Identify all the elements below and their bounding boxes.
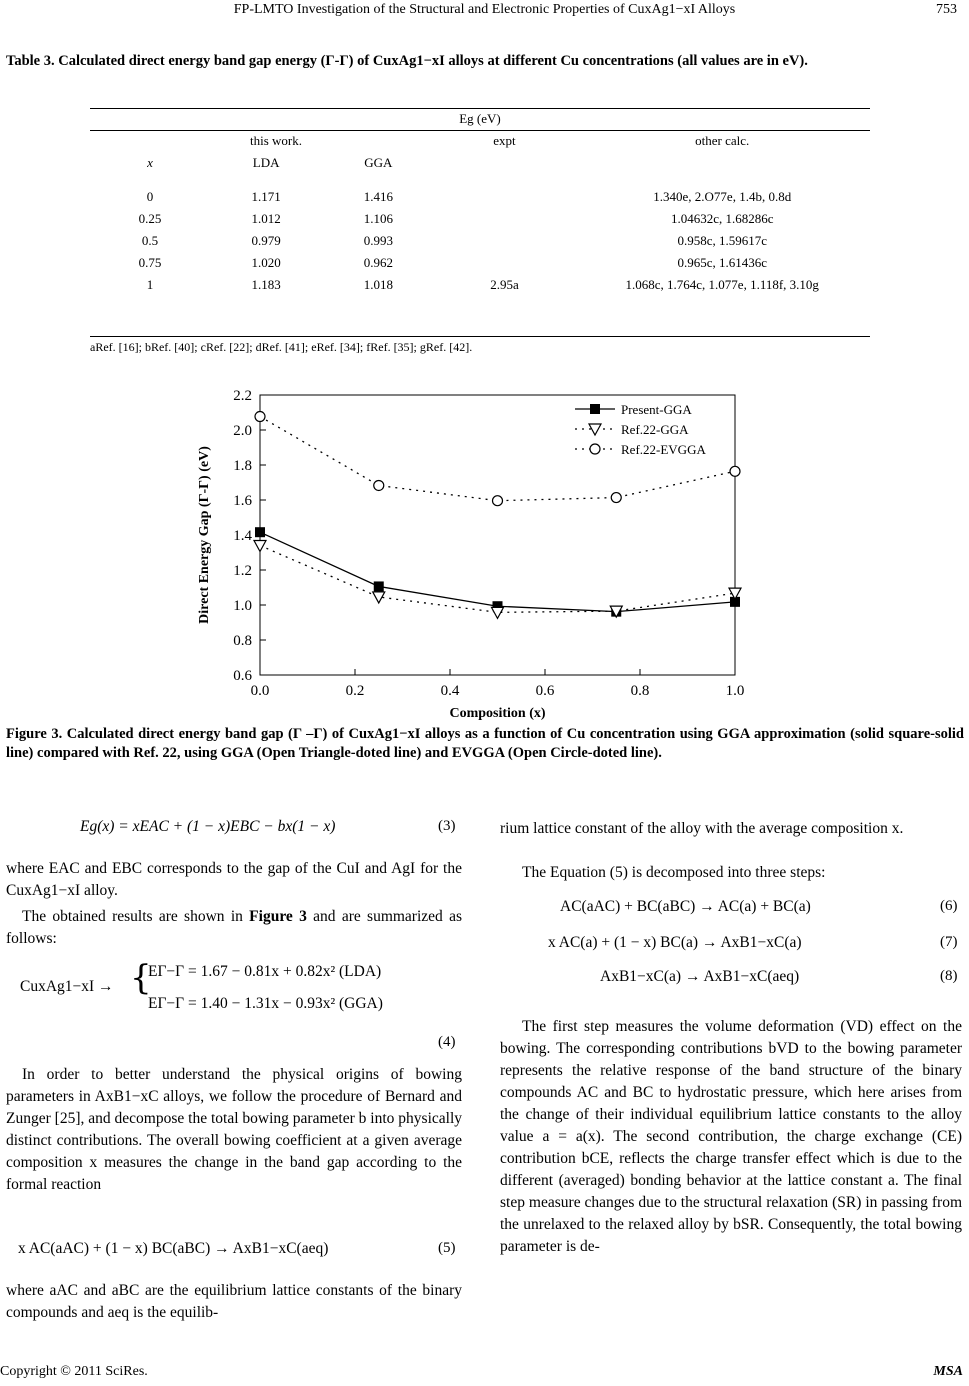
equation-6: AC(aAC) + BC(aBC) → AC(a) + BC(a) [560,898,811,915]
equation-7-number: (7) [940,934,958,950]
y-axis-label: Direct Energy Gap (Γ-Γ) (eV) [197,446,212,624]
legend-label: Ref.22-GGA [621,422,689,437]
equation-5: x AC(aAC) + (1 − x) BC(aBC) → AxB1−xC(aeq) [18,1240,329,1257]
equation-3-number: (3) [438,818,456,834]
cell-x: 0.25 [138,211,162,226]
equation-6-number: (6) [940,898,958,914]
y-tick-label: 1.2 [233,563,252,579]
cell-expt: 2.95a [490,277,519,292]
table-row [90,208,870,230]
legend-label: Ref.22-EVGGA [621,442,706,457]
table-row [90,274,870,296]
data-point [255,527,265,537]
equation-4-lda: EΓ−Γ = 1.67 − 0.81x + 0.82x² (LDA) [148,963,382,980]
cell-other: 1.068c, 1.764c, 1.077e, 1.118f, 3.10g [625,277,819,292]
cell-lda: 1.171 [251,189,281,204]
series-line-0 [260,532,735,611]
data-point [255,412,265,422]
x-tick-label: 0.6 [535,683,555,699]
cell-lda: 0.979 [251,233,281,248]
band-gap-chart [190,385,750,720]
y-tick-label: 1.6 [233,493,252,509]
cell-gga: 1.416 [363,189,393,204]
table-row [90,252,870,274]
x-tick-label: 0.8 [630,683,650,699]
data-point [374,480,384,490]
running-title: FP-LMTO Investigation of the Structural and Electronic Properties of CuxAg1−xI Alloys [233,2,736,17]
equation-5-number: (5) [438,1240,456,1256]
band-gap-table [90,108,870,296]
data-point [374,581,384,591]
equation-7: x AC(a) + (1 − x) BC(a) → AxB1−xC(a) [548,934,802,951]
data-point [730,466,740,476]
paragraph: rium lattice constant of the alloy with the average composition x. [500,820,904,837]
legend-label: Present-GGA [621,402,692,417]
paragraph: The Equation (5) is decomposed into three steps: [522,864,826,881]
copyright: Copyright © 2011 SciRes. [0,1364,148,1379]
cell-lda: 1.012 [251,211,281,226]
y-tick-label: 2.0 [233,423,252,439]
y-tick-label: 0.8 [233,633,252,649]
cell-lda: 1.020 [251,255,281,270]
col-header-lda: LDA [252,155,280,170]
table-group-header: Eg (eV) [459,111,501,126]
cell-expt [434,208,574,230]
cell-other: 1.340e, 2.O77e, 1.4b, 0.8d [653,189,792,204]
paragraph: where EAC and EBC corresponds to the gap of the CuI and AgI for the CuxAg1−xI alloy. [6,860,462,899]
cell-lda: 1.183 [251,277,281,292]
y-tick-label: 1.0 [233,598,252,614]
y-tick-label: 2.2 [233,388,252,404]
table-row [90,186,870,208]
equation-4-number: (4) [438,1034,456,1050]
y-tick-label: 1.8 [233,458,252,474]
cell-gga: 1.106 [363,211,393,226]
brace-icon: { [130,958,152,998]
y-tick-label: 1.4 [233,528,252,544]
figure-ref-link[interactable]: Figure 3 [249,908,307,925]
cell-gga: 0.962 [363,255,393,270]
equation-4-lhs: CuxAg1−xI → [20,978,114,995]
cell-x: 0.5 [141,233,159,248]
table-footnotes: aRef. [16]; bRef. [40]; cRef. [22]; dRef. [41]; eRef. [34]; fRef. [35]; gRef. [42]. [90,340,473,354]
paragraph [6,906,462,950]
legend-marker [590,444,600,454]
data-point [254,541,266,552]
cell-other: 0.965c, 1.61436c [677,255,767,270]
table-bottom-rule [90,336,870,337]
paragraph: In order to better understand the physical origins of bowing parameters in AxB1−xC alloys, we follow the procedure of Bernard and Zunger [25], and decompose the total bowing parameter b into physically distinct contributions. The overall bowing coefficient at a given average composition x measures the change in the band gap according to the formal reaction [6,1066,462,1193]
equation-8-number: (8) [940,968,958,984]
equation-4-gga: EΓ−Γ = 1.40 − 1.31x − 0.93x² (GGA) [148,995,383,1012]
x-tick-label: 1.0 [725,683,745,699]
cell-x: 0 [146,189,154,204]
y-tick-label: 0.6 [233,668,252,684]
x-tick-label: 0.0 [250,683,270,699]
legend-marker [590,404,600,414]
table-caption: Table 3. Calculated direct energy band gap energy (Γ-Γ) of CuxAg1−xI alloys at different Cu concentrations (all values are in eV). [6,53,808,69]
cell-x: 1 [146,277,154,292]
cell-gga: 1.018 [363,277,393,292]
x-tick-label: 0.4 [440,683,460,699]
table-row [90,230,870,252]
equation-8: AxB1−xC(a) → AxB1−xC(aeq) [600,968,800,985]
x-tick-label: 0.2 [345,683,365,699]
col-header-gga: GGA [364,155,393,170]
cell-gga: 0.993 [363,233,393,248]
cell-expt [434,230,574,252]
paragraph: where aAC and aBC are the equilibrium lattice constants of the binary compounds and aeq is the equilib- [6,1282,462,1321]
cell-x: 0.75 [138,255,162,270]
data-point [611,493,621,503]
cell-other: 1.04632c, 1.68286c [670,211,774,226]
figure-caption: Figure 3. Calculated direct energy band gap (Γ –Γ) of CuxAg1−xI alloys as a function of Cu concentration using GGA approximation (solid square-solid line) compared with Ref. 22, using GGA (Open Triangle-doted line) and EVGGA (Open Circle-doted line). [6,726,964,761]
data-point [493,496,503,506]
text: The obtained results are shown in [22,908,250,925]
x-axis-label: Composition (x) [449,706,546,720]
journal-name: MSA [933,1364,963,1379]
cell-other: 0.958c, 1.59617c [677,233,767,248]
header-this-work: this work. [250,133,302,148]
equation-3: Eg(x) = xEAC + (1 − x)EBC − bx(1 − x) [80,818,336,835]
cell-expt [434,252,574,274]
page-number: 753 [936,2,957,17]
paragraph: The first step measures the volume deformation (VD) effect on the bowing. The corresponding contributions bVD to the bowing parameter represents the relative response of the band structure of the binary compounds AC and BC to hydrostatic pressure, which here arises from the change of their individual equilibrium lattice constants to the alloy value a = a(x). The second contribution, the charge exchange (CE) contribution bCE, reflects the charge transfer effect which is due to the different (averaged) bonding behavior at the lattice constant a. The final step measure changes due to the structural relaxation (SR) in passing from the unrelaxed to the relaxed alloy by bSR. Consequently, the total bowing parameter is de- [500,1018,962,1255]
col-header-x: x [147,155,153,170]
text: and are summarized as follows: [6,908,462,947]
header-other-calc: other calc. [695,133,750,148]
header-expt: expt [493,133,516,148]
cell-expt [434,186,574,208]
